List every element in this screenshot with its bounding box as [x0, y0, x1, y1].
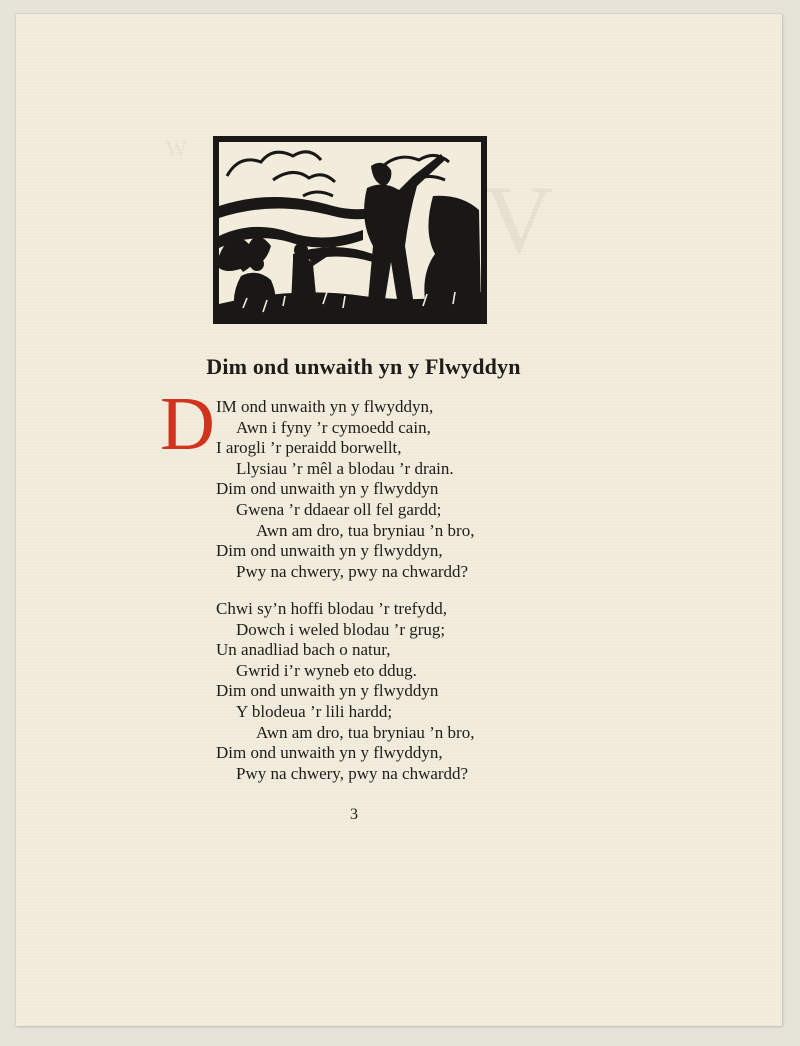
- verse-line: Chwi sy’n hoffi blodau ’r trefydd,: [216, 599, 448, 618]
- verse-line: Gwrid i’r wyneb eto ddug.: [236, 660, 417, 680]
- page-number: 3: [350, 806, 358, 823]
- verse-line: Pwy na chwery, pwy na chwardd?: [236, 561, 469, 581]
- verse-line: Awn i fyny ’r cymoedd cain,: [236, 417, 431, 437]
- verse-line: IM ond unwaith yn y flwyddyn,: [216, 397, 434, 416]
- verse-line: Dim ond unwaith yn y flwyddyn,: [216, 743, 443, 763]
- verse-line: Gwena ’r ddaear oll fel gardd;: [236, 499, 442, 519]
- verse-line: Llysiau ’r mêl a blodau ’r drain.: [236, 458, 454, 478]
- show-through-glyph: V: [484, 166, 554, 273]
- verse-line: Dim ond unwaith yn y flwyddyn: [216, 681, 439, 701]
- verse-line: Dowch i weled blodau ’r grug;: [236, 619, 446, 639]
- poem-title: Dim ond unwaith yn y Flwyddyn: [206, 354, 521, 379]
- verse-line: Dim ond unwaith yn y flwyddyn: [216, 479, 439, 499]
- verse-line: I arogli ’r peraidd borwellt,: [216, 438, 402, 458]
- stanza-1: [216, 397, 474, 582]
- stanza-2: [216, 599, 474, 784]
- woodcut-illustration: [213, 136, 487, 324]
- verse-line: Dim ond unwaith yn y flwyddyn,: [216, 541, 443, 561]
- verse-line: Awn am dro, tua bryniau ’n bro,: [256, 722, 475, 742]
- verse-line: Awn am dro, tua bryniau ’n bro,: [256, 520, 475, 540]
- verse-line: Y blodeua ’r lili hardd;: [236, 701, 393, 721]
- verse-line: Pwy na chwery, pwy na chwardd?: [236, 763, 469, 783]
- drop-cap-initial: D: [160, 382, 215, 466]
- verse-line: Un anadliad bach o natur,: [216, 640, 391, 660]
- show-through-glyph: W: [166, 136, 187, 161]
